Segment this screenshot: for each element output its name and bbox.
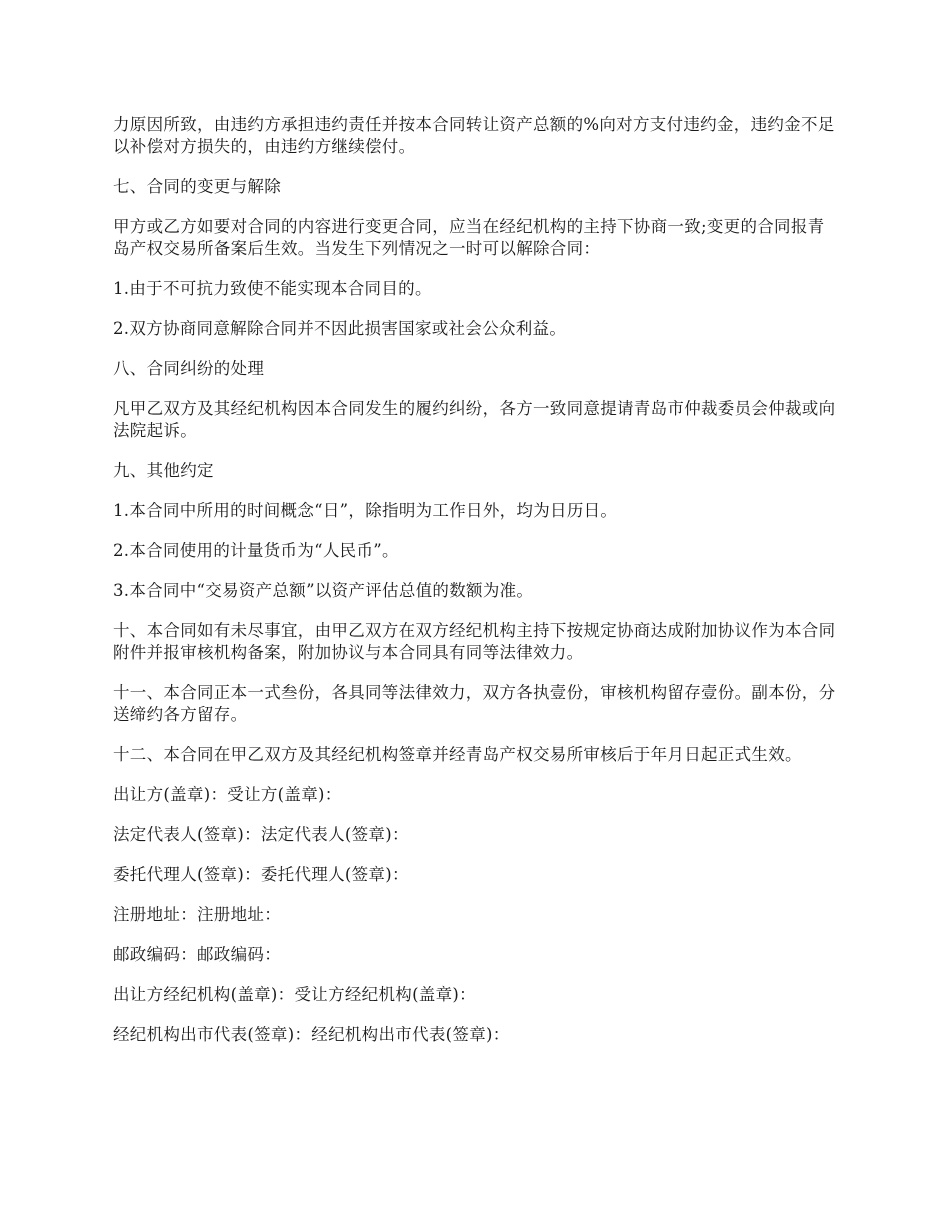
signature-line-legal-rep: 法定代表人(签章)：法定代表人(签章)：	[113, 825, 409, 844]
paragraph-dispute: 凡甲乙双方及其经纪机构因本合同发生的履约纠纷，各方一致同意提请青岛市仲裁委员会仲裁或向法院起诉。	[113, 399, 836, 440]
heading-other-terms: 九、其他约定	[113, 461, 214, 480]
heading-dispute-resolution: 八、合同纠纷的处理	[113, 359, 265, 378]
list-item-force-majeure: 1.由于不可抗力致使不能实现本合同目的。	[113, 279, 432, 298]
list-item-asset-total: 3.本合同中“交易资产总额”以资产评估总值的数额为准。	[113, 581, 534, 600]
paragraph-amendment: 甲方或乙方如要对合同的内容进行变更合同，应当在经纪机构的主持下协商一致;变更的合同报青岛产权交易所备案后生效。当发生下列情况之一时可以解除合同：	[113, 217, 825, 258]
paragraph-effective-date: 十二、本合同在甲乙双方及其经纪机构签章并经青岛产权交易所审核后于年月日起正式生效。	[113, 745, 802, 764]
list-item-day-definition: 1.本合同中所用的时间概念“日”，除指明为工作日外，均为日历日。	[113, 501, 618, 520]
heading-amendment-termination: 七、合同的变更与解除	[113, 177, 281, 196]
paragraph-supplementary-agreement: 十、本合同如有未尽事宜，由甲乙双方在双方经纪机构主持下按规定协商达成附加协议作为本合同附件并报审核机构备案，附加协议与本合同具有同等法律效力。	[113, 621, 836, 662]
signature-line-agent: 委托代理人(签章)：委托代理人(签章)：	[113, 865, 409, 884]
signature-line-address: 注册地址：注册地址：	[113, 905, 281, 924]
list-item-currency: 2.本合同使用的计量货币为“人民币”。	[113, 541, 399, 560]
paragraph-breach-penalty: 力原因所致，由违约方承担违约责任并按本合同转让资产总额的%向对方支付违约金，违约金不足以补偿对方损失的，由违约方继续偿付。	[113, 115, 835, 156]
paragraph-copies: 十一、本合同正本一式叁份，各具同等法律效力，双方各执壹份，审核机构留存壹份。副本份，分送缔约各方留存。	[113, 683, 836, 724]
signature-line-broker: 出让方经纪机构(盖章)：受让方经纪机构(盖章)：	[113, 985, 476, 1004]
signature-line-postcode: 邮政编码：邮政编码：	[113, 945, 281, 964]
list-item-mutual-agreement: 2.双方协商同意解除合同并不因此损害国家或社会公众利益。	[113, 319, 567, 338]
signature-line-parties: 出让方(盖章)：受让方(盖章)：	[113, 785, 342, 804]
document-page	[113, 114, 840, 1064]
signature-line-broker-rep: 经纪机构出市代表(签章)：经纪机构出市代表(签章)：	[113, 1025, 510, 1044]
